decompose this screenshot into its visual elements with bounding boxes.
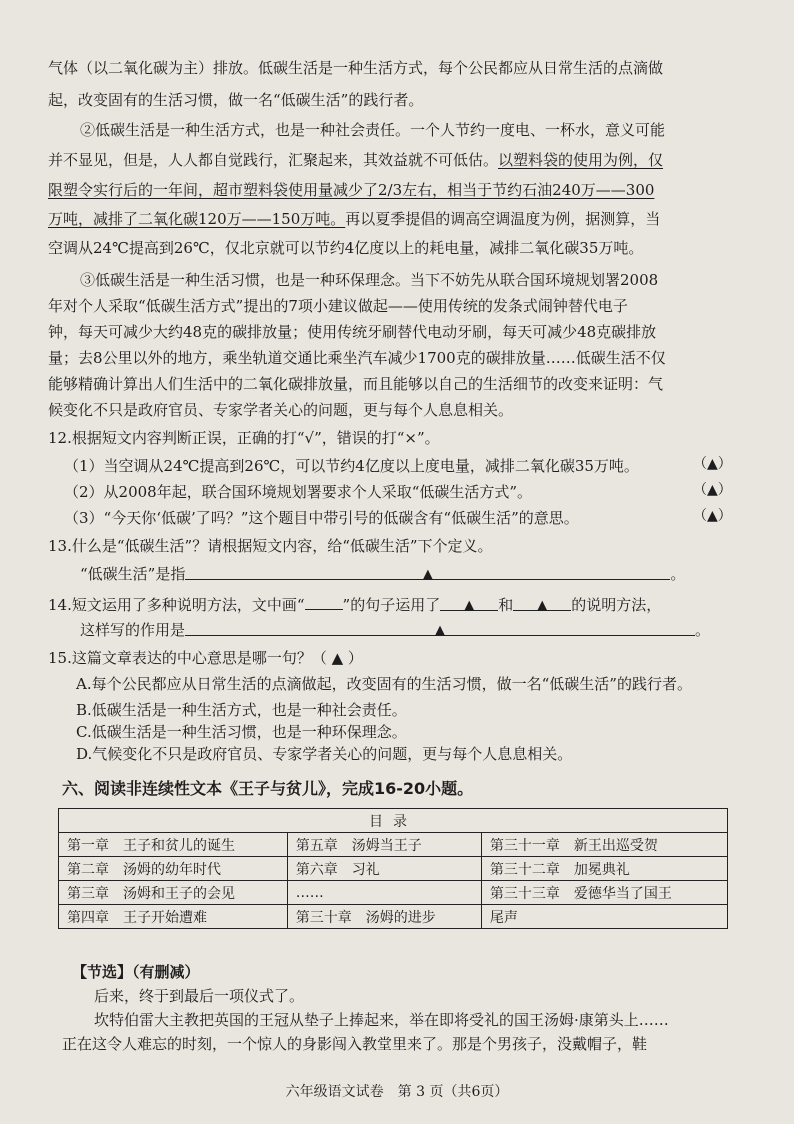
table-cell: 第六章 习礼 (287, 857, 481, 881)
passage-line: 气体（以二氧化碳为主）排放。低碳生活是一种生活方式，每个公民都应从日常生活的点滴做 (48, 59, 664, 77)
passage-line: ②低碳生活是一种生活方式，也是一种社会责任。一个人节约一度电、一杯水，意义可能 (80, 121, 666, 139)
question-13-answer-line: “低碳生活”是指 ▲ 。 (80, 565, 686, 583)
question-12-item: （2）从2008年起，联合国环境规划署要求个人采取“低碳生活方式”。 (64, 483, 533, 501)
passage-line: 起，改变固有的生活习惯，做一名“低碳生活”的践行者。 (48, 91, 424, 109)
answer-mark[interactable]: （▲） (693, 508, 732, 524)
answer-mark[interactable]: （▲） (693, 482, 732, 498)
triangle-icon: ▲ (464, 598, 475, 613)
passage-line: 万吨，减排了二氧化碳120万——150万吨。再以夏季提倡的调高空调温度为例，据测算，当 (48, 210, 661, 228)
passage-line: 量；去8公里以外的地方，乘坐轨道交通比乘坐汽车减少1700克的碳排放量……低碳生活不仅 (48, 349, 666, 367)
passage-line: 空调从24℃提高到26℃，仅北京就可以节约4亿度以上的耗电量，减排二氧化碳35万吨。 (48, 239, 644, 257)
excerpt-line: 后来，终于到最后一项仪式了。 (94, 987, 305, 1005)
passage-line: 钟，每天可减少大约48克的碳排放量；使用传统牙刷替代电动牙刷，每天可减少48克碳排放 (48, 323, 657, 341)
option-c[interactable]: C.低碳生活是一种生活习惯，也是一种环保理念。 (76, 723, 407, 741)
question-12-item: （3）“今天你‘低碳’了吗？”这个题目中带引号的低碳含有“低碳生活”的意思。 (64, 509, 579, 527)
triangle-icon: ▲ (537, 598, 548, 613)
answer-blank[interactable] (185, 620, 695, 636)
table-cell: …… (287, 881, 481, 905)
table-cell: 第五章 汤姆当王子 (287, 833, 481, 857)
table-row (59, 881, 728, 905)
question-15-stem: 15.这篇文章表达的中心意思是哪一句？（ ▲ ） (48, 649, 363, 667)
passage-line: 并不显见，但是，人人都自觉践行，汇聚起来，其效益就不可低估。以塑料袋的使用为例，仅 (48, 151, 664, 169)
section-6-title: 六、阅读非连续性文本《王子与贫儿》，完成16-20小题。 (62, 779, 474, 798)
table-cell: 第三十章 汤姆的进步 (287, 905, 481, 929)
excerpt-line: 坎特伯雷大主教把英国的王冠从垫子上捧起来，举在即将受礼的国王汤姆·康第头上…… (94, 1011, 669, 1029)
triangle-icon: ▲ (422, 567, 433, 582)
table-cell: 第三章 汤姆和王子的会见 (59, 881, 288, 905)
passage-line: 候变化不只是政府官员、专家学者关心的问题，更与每个人息息相关。 (48, 401, 514, 419)
table-header: 目录 (59, 809, 728, 833)
table-row (59, 905, 728, 929)
table-cell: 第一章 王子和贫儿的诞生 (59, 833, 288, 857)
table-cell: 第三十三章 爱德华当了国王 (481, 881, 727, 905)
excerpt-title: 【节选】（有删减） (72, 963, 200, 981)
table-cell: 第三十二章 加冕典礼 (481, 857, 727, 881)
option-b[interactable]: B.低碳生活是一种生活方式，也是一种社会责任。 (76, 701, 407, 719)
passage-line: ③低碳生活是一种生活习惯，也是一种环保理念。当下不妨先从联合国环境规划署2008 (80, 271, 659, 289)
page-footer: 六年级语文试卷 第 3 页（共6页） (285, 1084, 509, 1100)
table-row (59, 833, 728, 857)
answer-mark[interactable]: （▲） (693, 456, 732, 472)
question-12-stem: 12.根据短文内容判断正误，正确的打“√”，错误的打“×”。 (48, 429, 440, 447)
excerpt-line: 正在这令人难忘的时刻，一个惊人的身影闯入教堂里来了。那是个男孩子，没戴帽子，鞋 (62, 1035, 648, 1053)
table-row (59, 857, 728, 881)
answer-blank[interactable] (185, 564, 670, 580)
table-cell: 尾声 (481, 905, 727, 929)
answer-blank[interactable] (440, 595, 498, 611)
table-cell: 第二章 汤姆的幼年时代 (59, 857, 288, 881)
question-14-answer-line: 这样写的作用是 ▲ 。 (80, 621, 711, 639)
underlined-sentence: 限塑令实行后的一年间，超市塑料袋使用量减少了2/3左右，相当于节约石油240万——300 (48, 181, 655, 199)
table-cell: 第四章 王子开始遭难 (59, 905, 288, 929)
table-cell: 第三十一章 新王出巡受贺 (481, 833, 727, 857)
underlined-sentence: 万吨，减排了二氧化碳120万——150万吨。 (48, 210, 346, 228)
question-12-item: （1）当空调从24℃提高到26℃，可以节约4亿度以上度电量，减排二氧化碳35万吨。 (64, 457, 639, 475)
answer-blank[interactable] (513, 595, 571, 611)
underline-sample (305, 594, 343, 610)
option-d[interactable]: D.气候变化不只是政府官员、专家学者关心的问题，更与每个人息息相关。 (76, 745, 573, 763)
triangle-icon: ▲ (435, 623, 446, 638)
underlined-sentence: 以塑料袋的使用为例，仅 (498, 151, 664, 169)
passage-line: 年对个人采取“低碳生活方式”提出的7项小建议做起——使用传统的发条式闹钟替代电子 (48, 297, 628, 315)
option-a[interactable]: A.每个公民都应从日常生活的点滴做起，改变固有的生活习惯，做一名“低碳生活”的践行者。 (76, 675, 692, 693)
passage-line: 能够精确计算出人们生活中的二氧化碳排放量，而且能够以自己的生活细节的改变来证明：气 (48, 375, 664, 393)
question-13-stem: 13.什么是“低碳生活”？请根据短文内容，给“低碳生活”下个定义。 (48, 537, 493, 555)
question-14-stem: 14.短文运用了多种说明方法，文中画“ ”的句子运用了 ▲ 和 ▲ 的说明方法， (48, 596, 662, 614)
contents-table (58, 808, 728, 929)
